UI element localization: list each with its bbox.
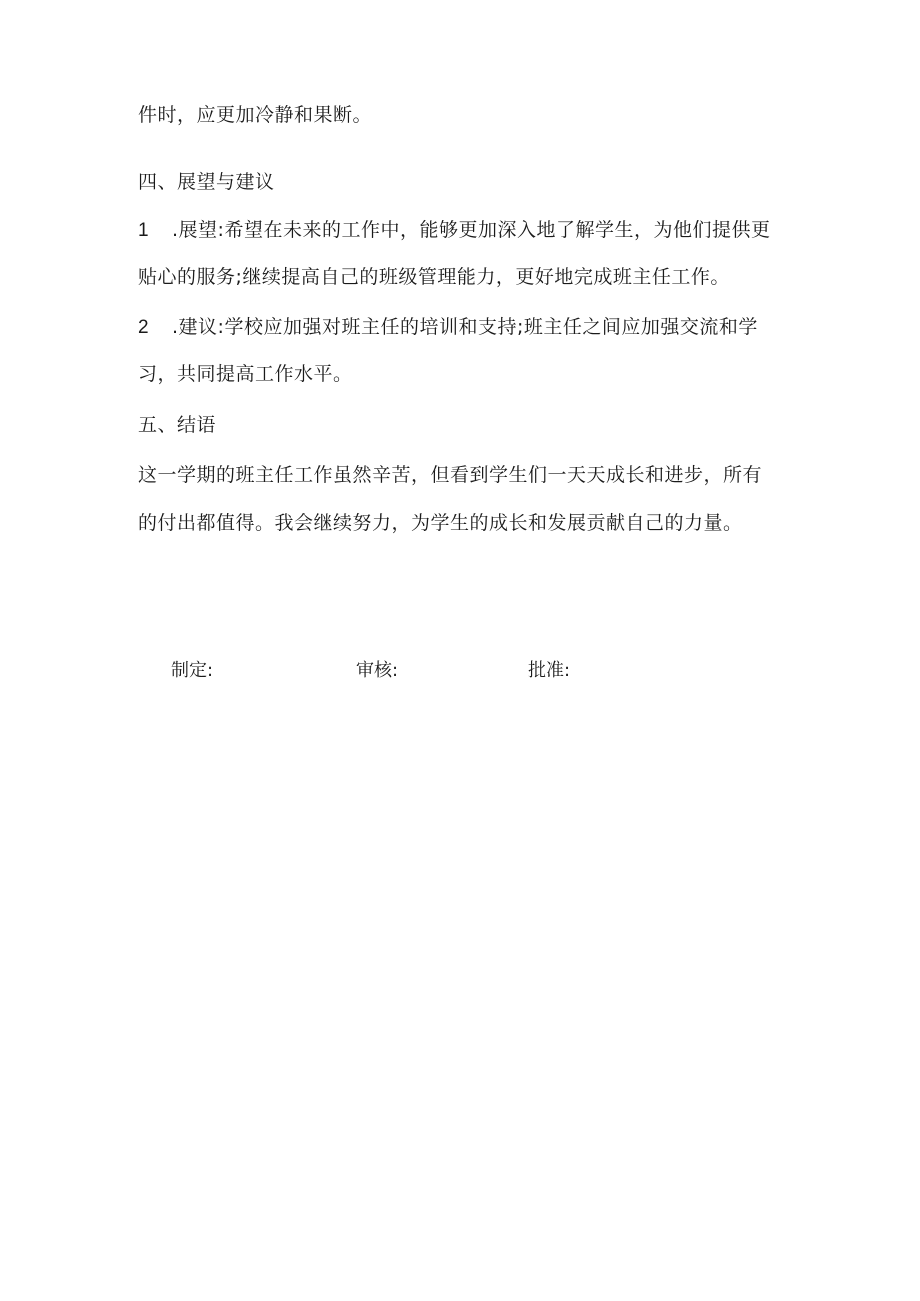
section-4-item-1-line-1 — [138, 218, 770, 243]
section-5-paragraph-line-2: 的付出都值得。我会继续努力，为学生的成长和发展贡献自己的力量。 — [138, 512, 743, 534]
section-4-item-1-line-2: 贴心的服务;继续提高自己的班级管理能力，更好地完成班主任工作。 — [138, 266, 730, 288]
section-5-paragraph-line-1: 这一学期的班主任工作虽然辛苦，但看到学生们一天天成长和进步，所有 — [138, 464, 763, 486]
item-1-text-1: .展望:希望在未来的工作中，能够更加深入地了解学生，为他们提供更 — [172, 219, 771, 241]
signature-approved-by: 批准: — [528, 660, 571, 681]
section-4-item-2-line-1 — [138, 315, 758, 340]
section-4-item-2-line-2: 习，共同提高工作水平。 — [138, 363, 353, 385]
section-5-heading: 五、结语 — [138, 414, 217, 436]
item-1-number: 1 — [138, 220, 149, 241]
section-4-heading: 四、展望与建议 — [138, 171, 275, 193]
signature-made-by: 制定: — [171, 660, 214, 681]
item-2-text-1: .建议:学校应加强对班主任的培训和支持;班主任之间应加强交流和学 — [172, 316, 758, 338]
signature-reviewed-by: 审核: — [356, 660, 399, 681]
continuation-text: 件时，应更加冷静和果断。 — [138, 104, 373, 126]
item-2-number: 2 — [138, 317, 149, 338]
